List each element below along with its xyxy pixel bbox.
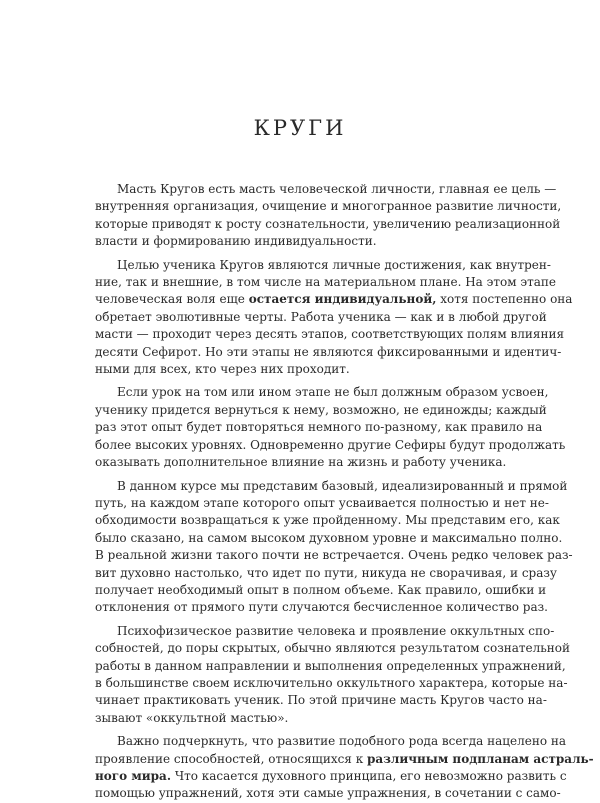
- paragraph-3: [95, 384, 566, 471]
- text-line: [95, 751, 594, 768]
- text-line: власти и формированию индивидуальности.: [95, 234, 377, 249]
- chapter-title: КРУГИ: [253, 116, 347, 140]
- text-line: обретает эволютивные черты. Работа ученика — как и в любой другой: [95, 309, 547, 324]
- text-line: было сказано, на самом высоком духовном уровне и максимально полно.: [95, 530, 563, 545]
- bold-phrase: различным подпланам астраль-: [367, 751, 594, 766]
- text-line: раз этот опыт будет повторяться немного по-разному, как правило на: [95, 420, 543, 435]
- text-line: получает необходимый опыт в полном объеме. Как правило, ошибки и: [95, 582, 547, 597]
- paragraph-4: [95, 478, 573, 617]
- text-segment: человеческая воля еще: [95, 292, 245, 307]
- text-line: [95, 291, 573, 308]
- text-line: отклонения от прямого пути случаются бесчисленное количество раз.: [95, 600, 548, 615]
- text-line: чинает практиковать ученик. По этой причине масть Кругов часто на-: [95, 693, 547, 708]
- text-line: оказывать дополнительное влияние на жизнь и работу ученика.: [95, 455, 507, 470]
- text-line: внутренняя организация, очищение и многогранное развитие личности,: [95, 199, 562, 214]
- paragraph-2: [95, 257, 573, 379]
- text-line: десяти Сефирот. Но эти этапы не являются фиксированными и идентич-: [95, 344, 562, 359]
- text-line: [95, 768, 567, 785]
- text-line: Целью ученика Кругов являются личные достижения, как внутрен-: [117, 257, 551, 272]
- paragraph-1: [95, 181, 562, 251]
- text-line: ние, так и внешние, в том числе на материальном плане. На этом этапе: [95, 275, 556, 290]
- text-segment: проявление способностей, относящихся к: [95, 751, 364, 766]
- text-line: Психофизическое развитие человека и проявление оккультных спо-: [117, 623, 555, 638]
- text-line: в большинстве своем исключительно оккультного характера, которые на-: [95, 675, 568, 690]
- text-line: Важно подчеркнуть, что развитие подобного рода всегда нацелено на: [117, 734, 567, 749]
- text-line: ученику придется вернуться к нему, возможно, не единожды; каждый: [95, 402, 547, 417]
- text-line: собностей, до поры скрытых, обычно являются результатом сознательной: [95, 641, 571, 656]
- text-line: путь, на каждом этапе которого опыт усваивается полностью и нет не-: [95, 495, 549, 510]
- bold-phrase: остается индивидуальной,: [248, 292, 437, 307]
- text-line: зывают «оккультной мастью».: [95, 710, 289, 725]
- text-line: В реальной жизни такого почти не встречается. Очень редко человек раз-: [95, 548, 573, 563]
- bold-phrase: ного мира.: [95, 769, 171, 783]
- text-line: Масть Кругов есть масть человеческой личности, главная ее цель —: [117, 182, 557, 196]
- text-line: В данном курсе мы представим базовый, идеализированный и прямой: [117, 478, 568, 493]
- paragraph-5: [95, 623, 571, 727]
- text-segment: хотя постепенно она: [440, 292, 573, 307]
- text-line: масти — проходит через десять этапов, соответствующих полям влияния: [95, 327, 565, 342]
- text-line: работы в данном направлении и выполнения определенных упражнений,: [95, 658, 566, 673]
- text-line: обходимости возвращаться к уже пройденному. Мы представим его, как: [95, 513, 560, 528]
- text-line: ными для всех, кто через них проходит.: [95, 362, 350, 377]
- paragraph-6: [95, 733, 594, 803]
- text-line: которые приводят к росту сознательности, увеличению реализационной: [95, 216, 561, 231]
- text-line: вит духовно настолько, что идет по пути, никуда не сворачивая, и сразу: [95, 565, 557, 580]
- text-line: более высоких уровнях. Одновременно другие Сефиры будут продолжать: [95, 437, 566, 452]
- body-text: [95, 181, 594, 803]
- text-segment: Что касается духовного принципа, его невозможно развить с: [174, 769, 567, 783]
- text-line: помощью упражнений, хотя эти самые упражнения, в сочетании с само-: [95, 786, 561, 801]
- text-line: Если урок на том или ином этапе не был должным образом усвоен,: [117, 385, 549, 400]
